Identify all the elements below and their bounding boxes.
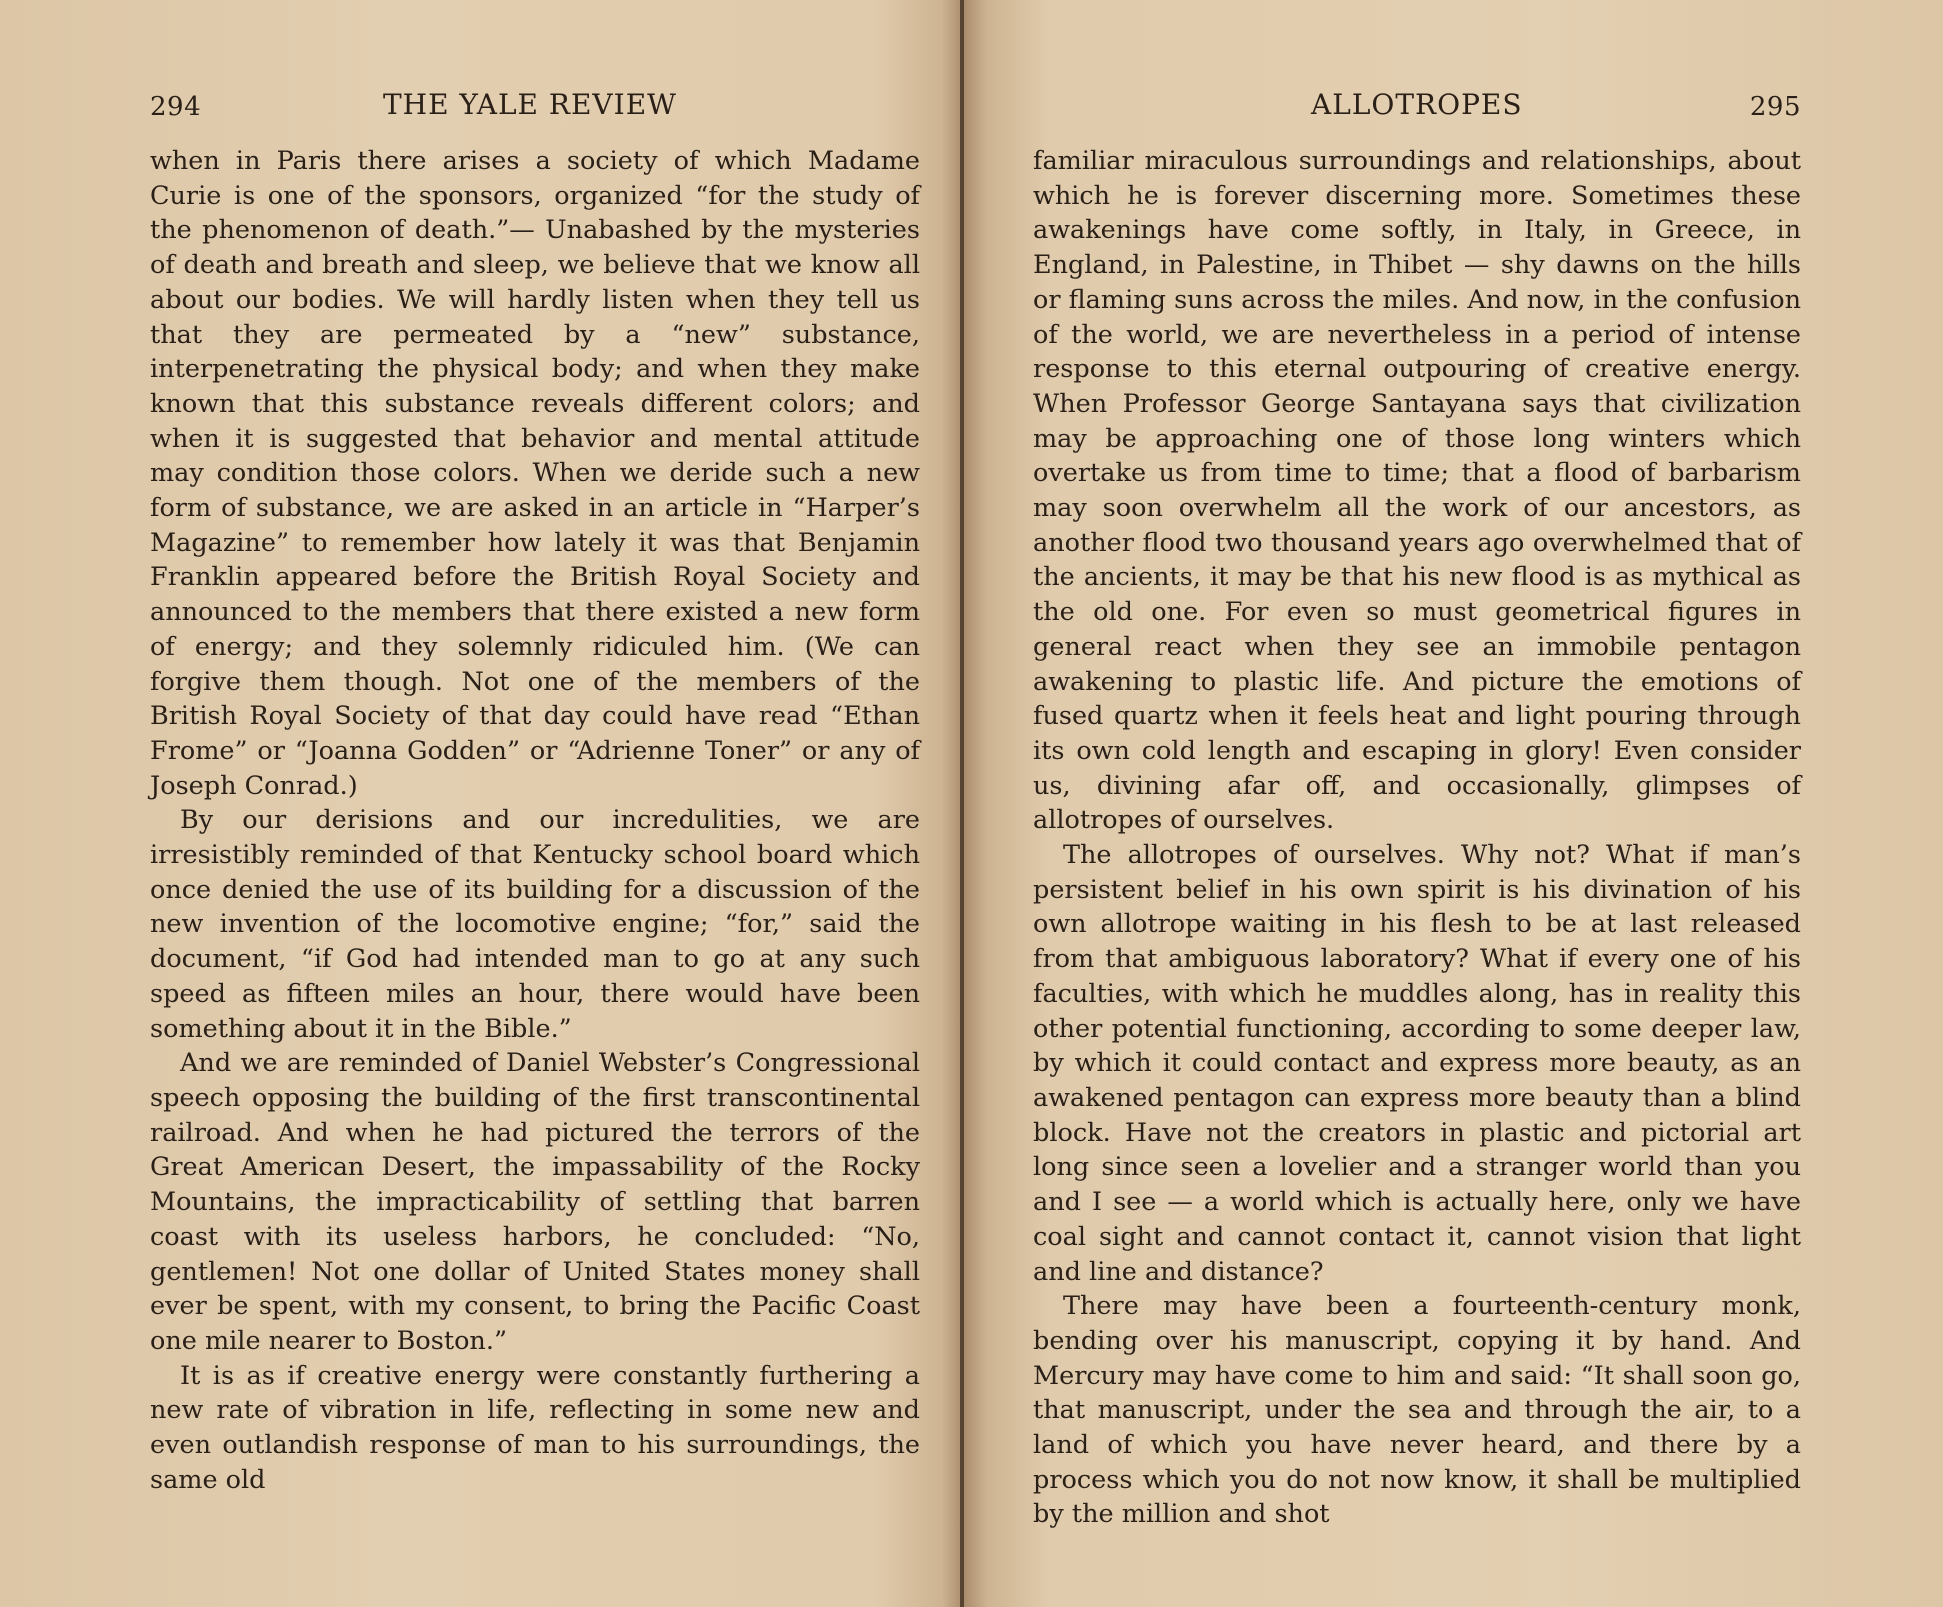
left-page-body bbox=[150, 144, 920, 1497]
right-page-body bbox=[1033, 144, 1801, 1532]
paragraph: when in Paris there arises a society of which Madame Curie is one of the sponsors, organized “for the study of the phenomenon of death.”— Unabashed by the mysteries of death and breath and sleep, we believe that we know all about our bodies. We will hardly listen when they tell us that they are permeated by a “new” substance, interpenetrating the physical body; and when they make known that this substance reveals different colors; and when it is suggested that behavior and mental attitude may condition those colors. When we deride such a new form of substance, we are asked in an article in “Harper’s Magazine” to remember how lately it was that Benjamin Franklin appeared before the British Royal Society and announced to the members that there existed a new form of energy; and they solemnly ridiculed him. (We can forgive them though. Not one of the members of the British Royal Society of that day could have read “Ethan Frome” or “Joanna Godden” or “Adrienne Toner” or any of Joseph Conrad.) bbox=[150, 146, 920, 801]
paragraph: The allotropes of ourselves. Why not? What if man’s persistent belief in his own spirit is his divination of his own allotrope waiting in his flesh to be at last released from that ambiguous laboratory? What if every one of his faculties, with which he muddles along, has in reality this other potential functioning, according to some deeper law, by which it could contact and express more beauty, as an awakened pentagon can express more beauty than a blind block. Have not the creators in plastic and pictorial art long since seen a lovelier and a stranger world than you and I see — a world which is actually here, only we have coal sight and cannot contact it, cannot vision that light and line and distance? bbox=[1033, 840, 1801, 1287]
running-head: THE YALE REVIEW bbox=[383, 88, 677, 121]
right-page-header bbox=[1033, 88, 1801, 124]
paragraph: There may have been a fourteenth-century monk, bending over his manuscript, copying it by hand. And Mercury may have come to him and said: “It shall soon go, that manuscript, under the sea and through the air, to a land of which you have never heard, and there by a process which you do not now know, it shall be multiplied by the million and shot bbox=[1033, 1291, 1801, 1530]
running-head: ALLOTROPES bbox=[1311, 88, 1523, 121]
paragraph: By our derisions and our incredulities, we are irresistibly reminded of that Kentucky school board which once denied the use of its building for a discussion of the new invention of the locomotive engine; “for,” said the document, “if God had intended man to go at any such speed as fifteen miles an hour, there would have been something about it in the Bible.” bbox=[150, 805, 920, 1044]
left-page-header bbox=[150, 88, 920, 124]
right-page bbox=[1033, 0, 1801, 1607]
book-gutter bbox=[960, 0, 964, 1607]
paragraph: And we are reminded of Daniel Webster’s Congressional speech opposing the building of the first transcontinental railroad. And when he had pictured the terrors of the Great American Desert, the impassability of the Rocky Mountains, the impracticability of settling that barren coast with its useless harbors, he concluded: “No, gentlemen! Not one dollar of United States money shall ever be spent, with my consent, to bring the Pacific Coast one mile nearer to Boston.” bbox=[150, 1048, 920, 1356]
page-number: 295 bbox=[1749, 92, 1801, 122]
paragraph: It is as if creative energy were constantly furthering a new rate of vibration in life, reflecting in some new and even outlandish response of man to his surroundings, the same old bbox=[150, 1360, 920, 1495]
paragraph: familiar miraculous surroundings and relationships, about which he is forever discerning more. Sometimes these awakenings have come softly, in Italy, in Greece, in England, in Palestine, in Thibet — shy dawns on the hills or flaming suns across the miles. And now, in the confusion of the world, we are nevertheless in a period of intense response to this eternal outpouring of creative energy. When Professor George Santayana says that civilization may be approaching one of those long winters which overtake us from time to time; that a flood of barbarism may soon overwhelm all the work of our ancestors, as another flood two thousand years ago overwhelmed that of the ancients, it may be that his new flood is as mythical as the old one. For even so must geometrical figures in general react when they see an immobile pentagon awakening to plastic life. And picture the emotions of fused quartz when it feels heat and light pouring through its own cold length and escaping in glory! Even consider us, divining afar off, and occasionally, glimpses of allotropes of ourselves. bbox=[1033, 146, 1801, 836]
left-page bbox=[150, 0, 920, 1607]
page-number: 294 bbox=[150, 92, 202, 122]
